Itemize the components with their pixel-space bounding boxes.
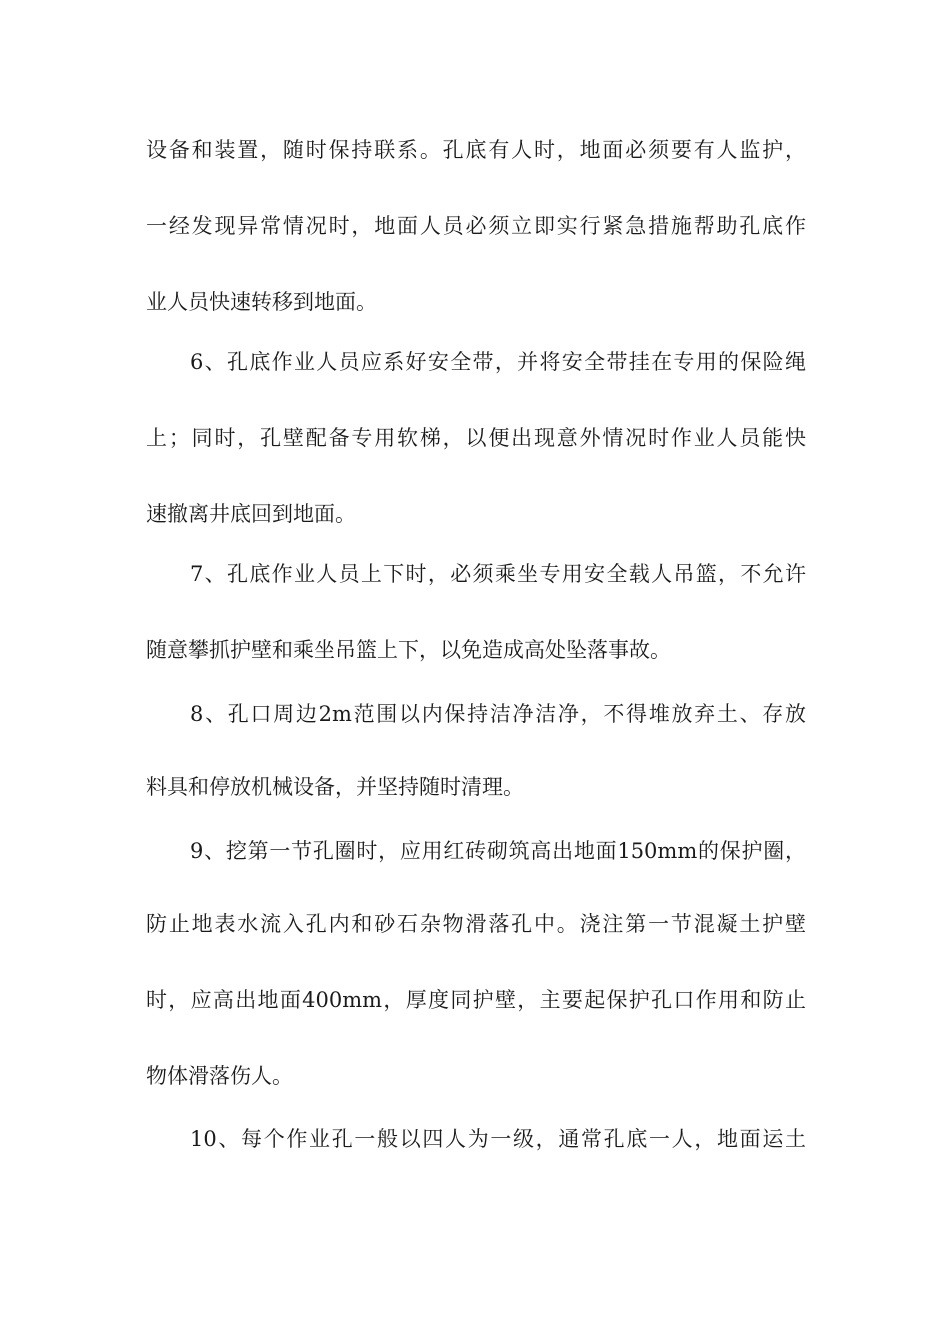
text-line: 料具和停放机械设备，并坚持随时清理。: [146, 775, 524, 799]
text-line: 8、孔口周边2m范围以内保持洁净洁净，不得堆放弃土、存放: [190, 702, 806, 726]
text-line: 一经发现异常情况时，地面人员必须立即实行紧急措施帮助孔底作: [146, 214, 806, 238]
text-line: 上；同时，孔壁配备专用软梯，以便出现意外情况时作业人员能快: [146, 426, 806, 450]
text-line: 6、孔底作业人员应系好安全带，并将安全带挂在专用的保险绳: [190, 350, 806, 374]
text-line: 9、挖第一节孔圈时，应用红砖砌筑高出地面150mm的保护圈，: [190, 839, 806, 863]
text-line: 业人员快速转移到地面。: [146, 290, 377, 314]
text-line: 物体滑落伤人。: [146, 1064, 293, 1088]
text-line: 设备和装置，随时保持联系。孔底有人时，地面必须要有人监护，: [146, 138, 806, 162]
text-line: 时，应高出地面400mm，厚度同护壁，主要起保护孔口作用和防止: [146, 988, 806, 1012]
text-line: 10、每个作业孔一般以四人为一级，通常孔底一人，地面运土: [190, 1127, 806, 1151]
text-line: 速撤离井底回到地面。: [146, 502, 356, 526]
text-line: 随意攀抓护壁和乘坐吊篮上下，以免造成高处坠落事故。: [146, 638, 671, 662]
text-line: 防止地表水流入孔内和砂石杂物滑落孔中。浇注第一节混凝土护壁: [146, 912, 806, 936]
text-line: 7、孔底作业人员上下时，必须乘坐专用安全载人吊篮，不允许: [190, 562, 806, 586]
